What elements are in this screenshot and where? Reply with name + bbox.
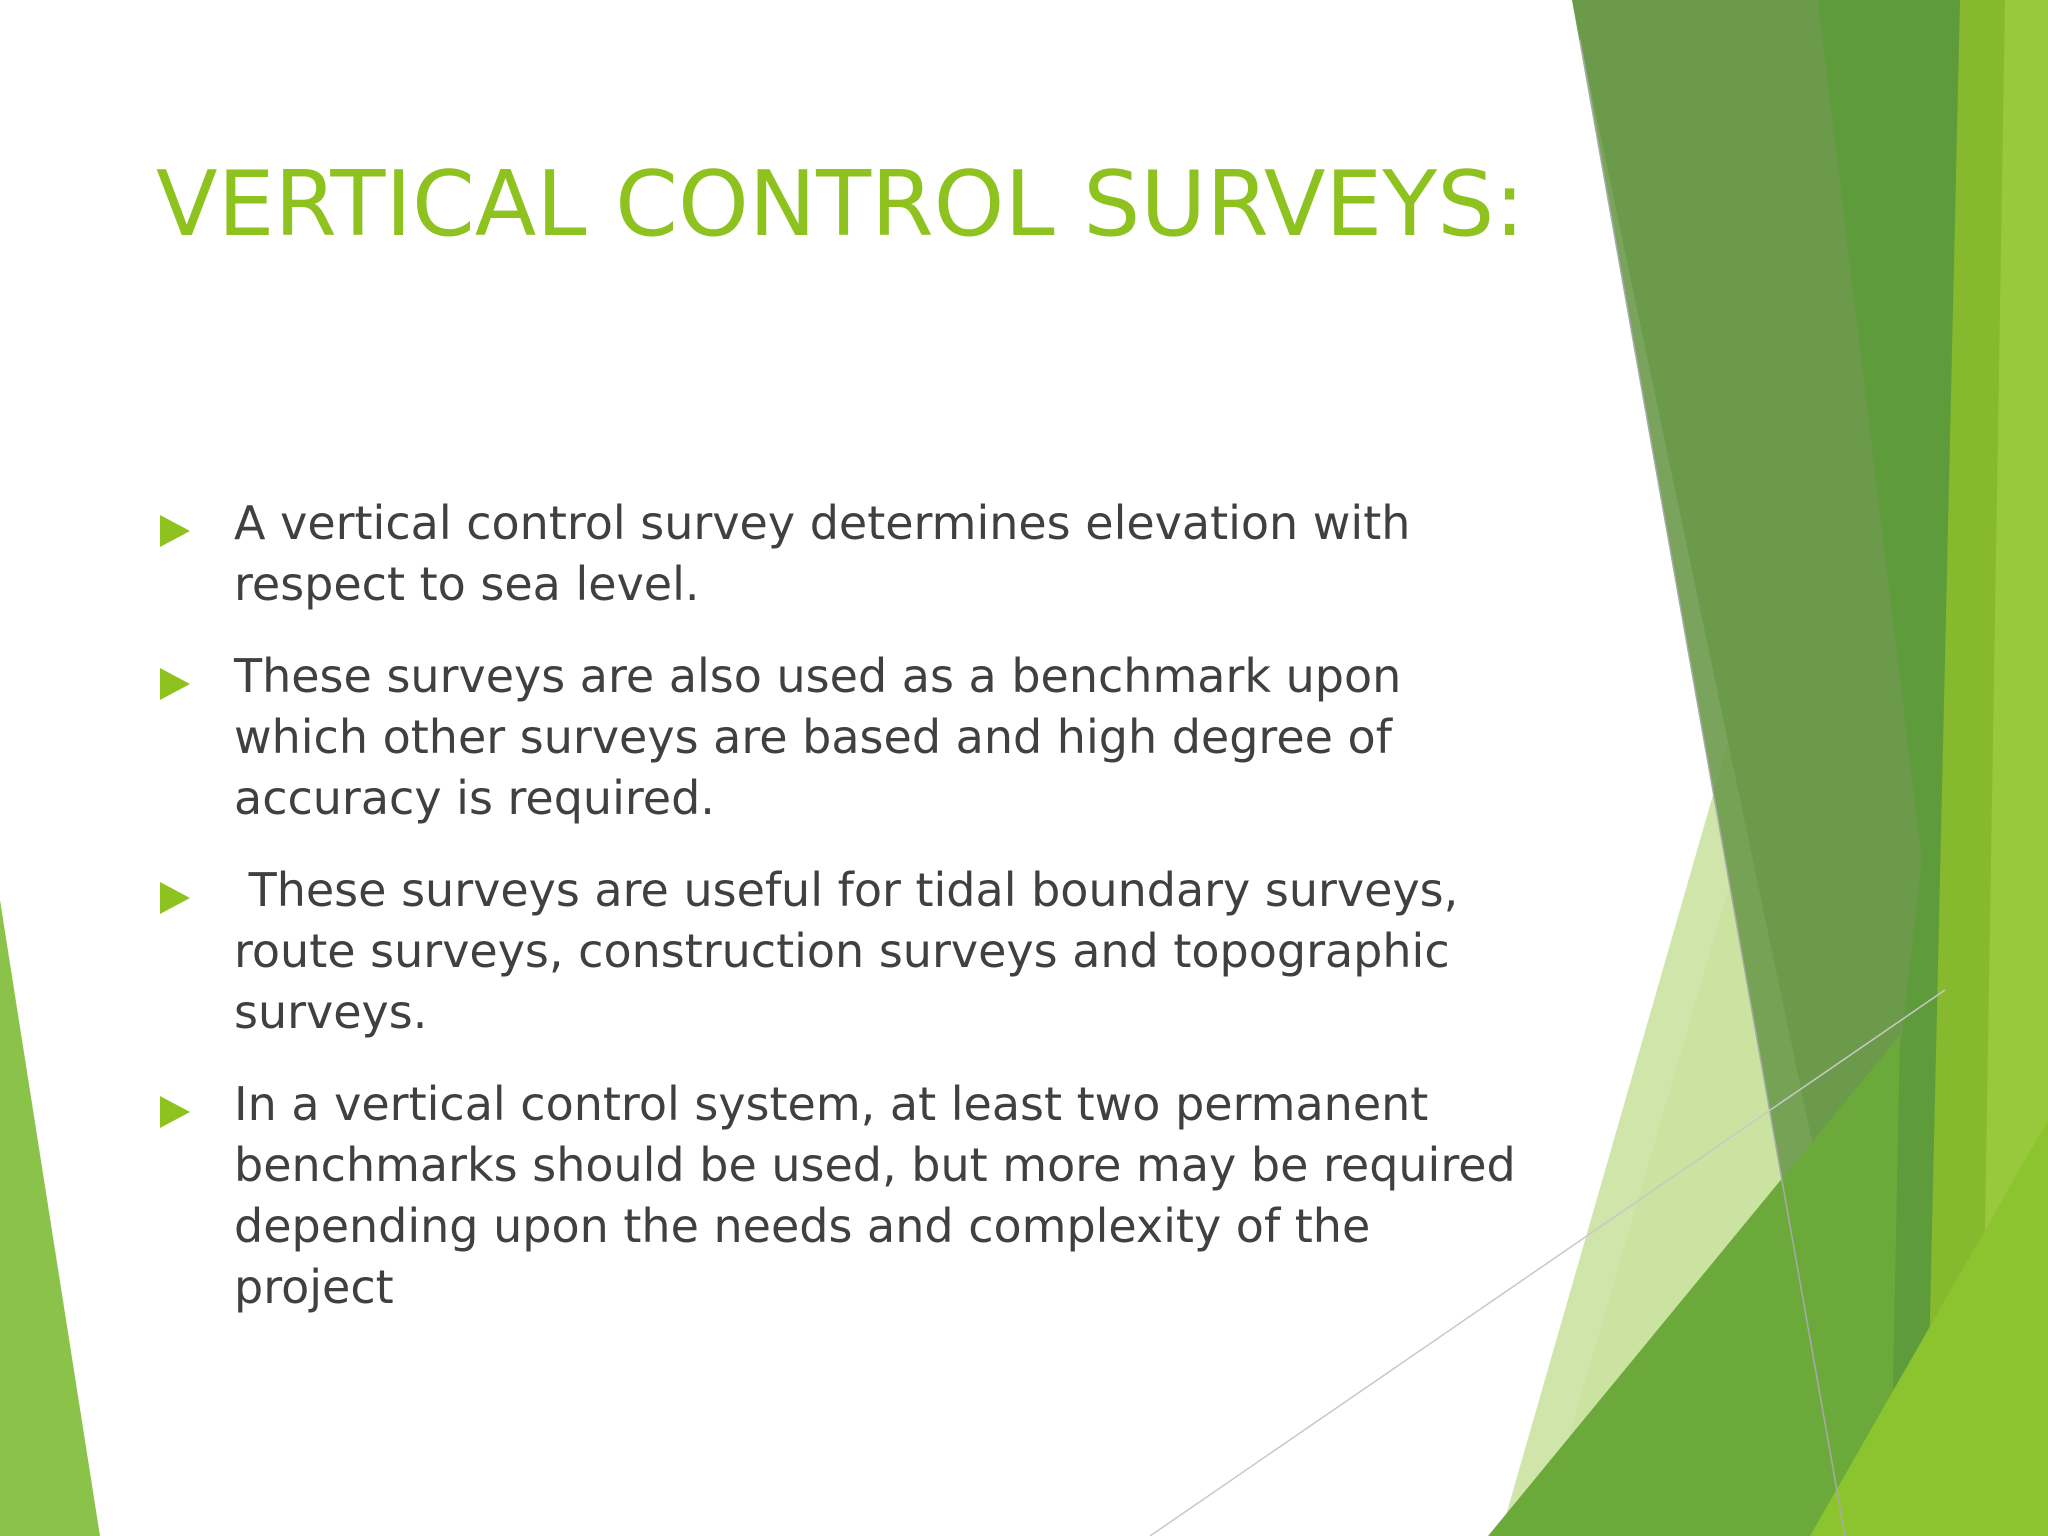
bullet-text: A vertical control survey determines elevation with respect to sea level. bbox=[234, 496, 1411, 611]
bullet-item bbox=[156, 1074, 1536, 1318]
bullet-list bbox=[156, 493, 1536, 1349]
slide-title: VERTICAL CONTROL SURVEYS: bbox=[156, 152, 1525, 257]
left-edge-shape bbox=[0, 900, 100, 1536]
triangle-right-icon bbox=[160, 1096, 190, 1128]
triangle-right-icon bbox=[160, 668, 190, 700]
bullet-item bbox=[156, 860, 1536, 1043]
triangle-right-icon bbox=[160, 515, 190, 547]
bullet-text: These surveys are also used as a benchmark upon which other surveys are based and high degree of accuracy is required. bbox=[234, 649, 1402, 825]
bullet-text: These surveys are useful for tidal boundary surveys, route surveys, construction surveys and topographic surveys. bbox=[234, 863, 1473, 1039]
bullet-text: In a vertical control system, at least two permanent benchmarks should be used, but more may be required depending upon the needs and complexity of the project bbox=[234, 1077, 1516, 1314]
bullet-item bbox=[156, 646, 1536, 829]
triangle-right-icon bbox=[160, 882, 190, 914]
bullet-item bbox=[156, 493, 1536, 615]
